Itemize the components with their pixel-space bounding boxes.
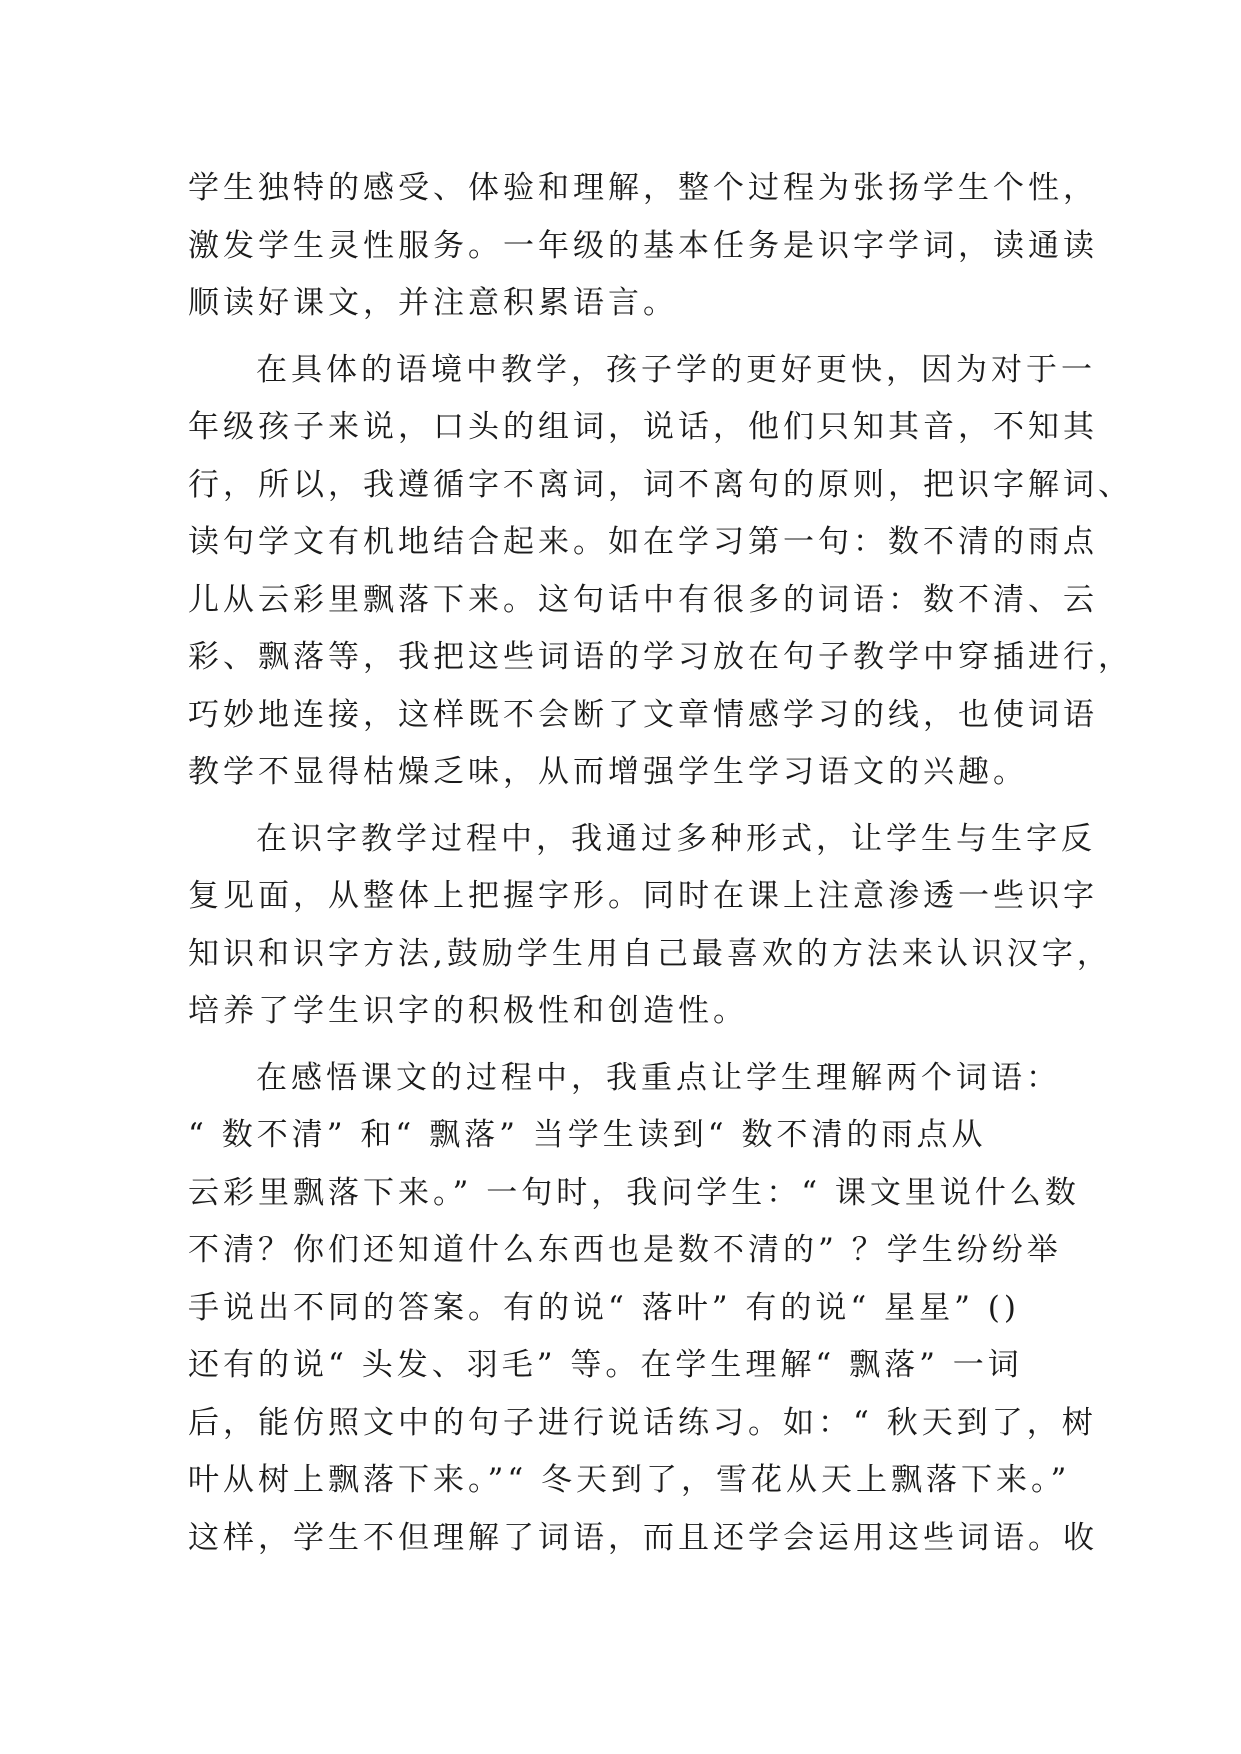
text-line: 彩、飘落等，我把这些词语的学习放在句子教学中穿插进行， (188, 639, 1133, 675)
paragraph-1 (188, 160, 1098, 333)
text-line: 手说出不同的答案。有的说“ 落叶” 有的说“ 星星” () (188, 1289, 1020, 1326)
text-line: 激发学生灵性服务。一年级的基本任务是识字学词，读通读 (188, 227, 1098, 264)
text-line: 培养了学生识字的积极性和创造性。 (188, 993, 748, 1029)
text-line: “ 数不清” 和“ 飘落” 当学生读到“ 数不清的雨点从 (188, 1117, 987, 1153)
text-line: 顺读好课文，并注意积累语言。 (188, 285, 678, 321)
text-line: 在具体的语境中教学，孩子学的更好更快，因为对于一 (256, 351, 1096, 388)
text-line: 儿从云彩里飘落下来。这句话中有很多的词语：数不清、云 (188, 581, 1098, 618)
paragraph-4 (188, 1050, 1098, 1568)
text-line: 不清？你们还知道什么东西也是数不清的” ？学生纷纷举 (188, 1232, 1062, 1268)
text-line: 还有的说“ 头发、羽毛” 等。在学生理解“ 飘落” 一词 (188, 1347, 1023, 1383)
text-line: 教学不显得枯燥乏味，从而增强学生学习语文的兴趣。 (188, 754, 1028, 790)
text-line: 叶从树上飘落下来。”“ 冬天到了，雪花从天上飘落下来。” (188, 1462, 1071, 1498)
paragraph-2 (188, 342, 1133, 802)
text-line: 复见面，从整体上把握字形。同时在课上注意渗透一些识字 (188, 878, 1098, 914)
text-line: 行，所以，我遵循字不离词，词不离句的原则，把识字解词、 (188, 466, 1133, 503)
text-line: 年级孩子来说，口头的组词，说话，他们只知其音，不知其 (188, 409, 1098, 445)
paragraph-3 (188, 811, 1112, 1041)
text-line: 知识和识字方法,鼓励学生用自己最喜欢的方法来认识汉字， (188, 935, 1112, 972)
text-line: 读句学文有机地结合起来。如在学习第一句：数不清的雨点 (188, 524, 1098, 560)
text-line: 后，能仿照文中的句子进行说话练习。如：“ 秋天到了，树 (188, 1404, 1097, 1441)
text-line: 在识字教学过程中，我通过多种形式，让学生与生字反 (256, 820, 1096, 857)
text-line: 在感悟课文的过程中，我重点让学生理解两个词语： (256, 1059, 1061, 1096)
text-line: 学生独特的感受、体验和理解，整个过程为张扬学生个性， (188, 170, 1098, 206)
text-line: 云彩里飘落下来。” 一句时，我问学生：“ 课文里说什么数 (188, 1174, 1080, 1211)
text-line: 这样，学生不但理解了词语，而且还学会运用这些词语。收 (188, 1519, 1098, 1556)
document-body (188, 160, 1133, 1567)
text-line: 巧妙地连接，这样既不会断了文章情感学习的线，也使词语 (188, 696, 1098, 733)
